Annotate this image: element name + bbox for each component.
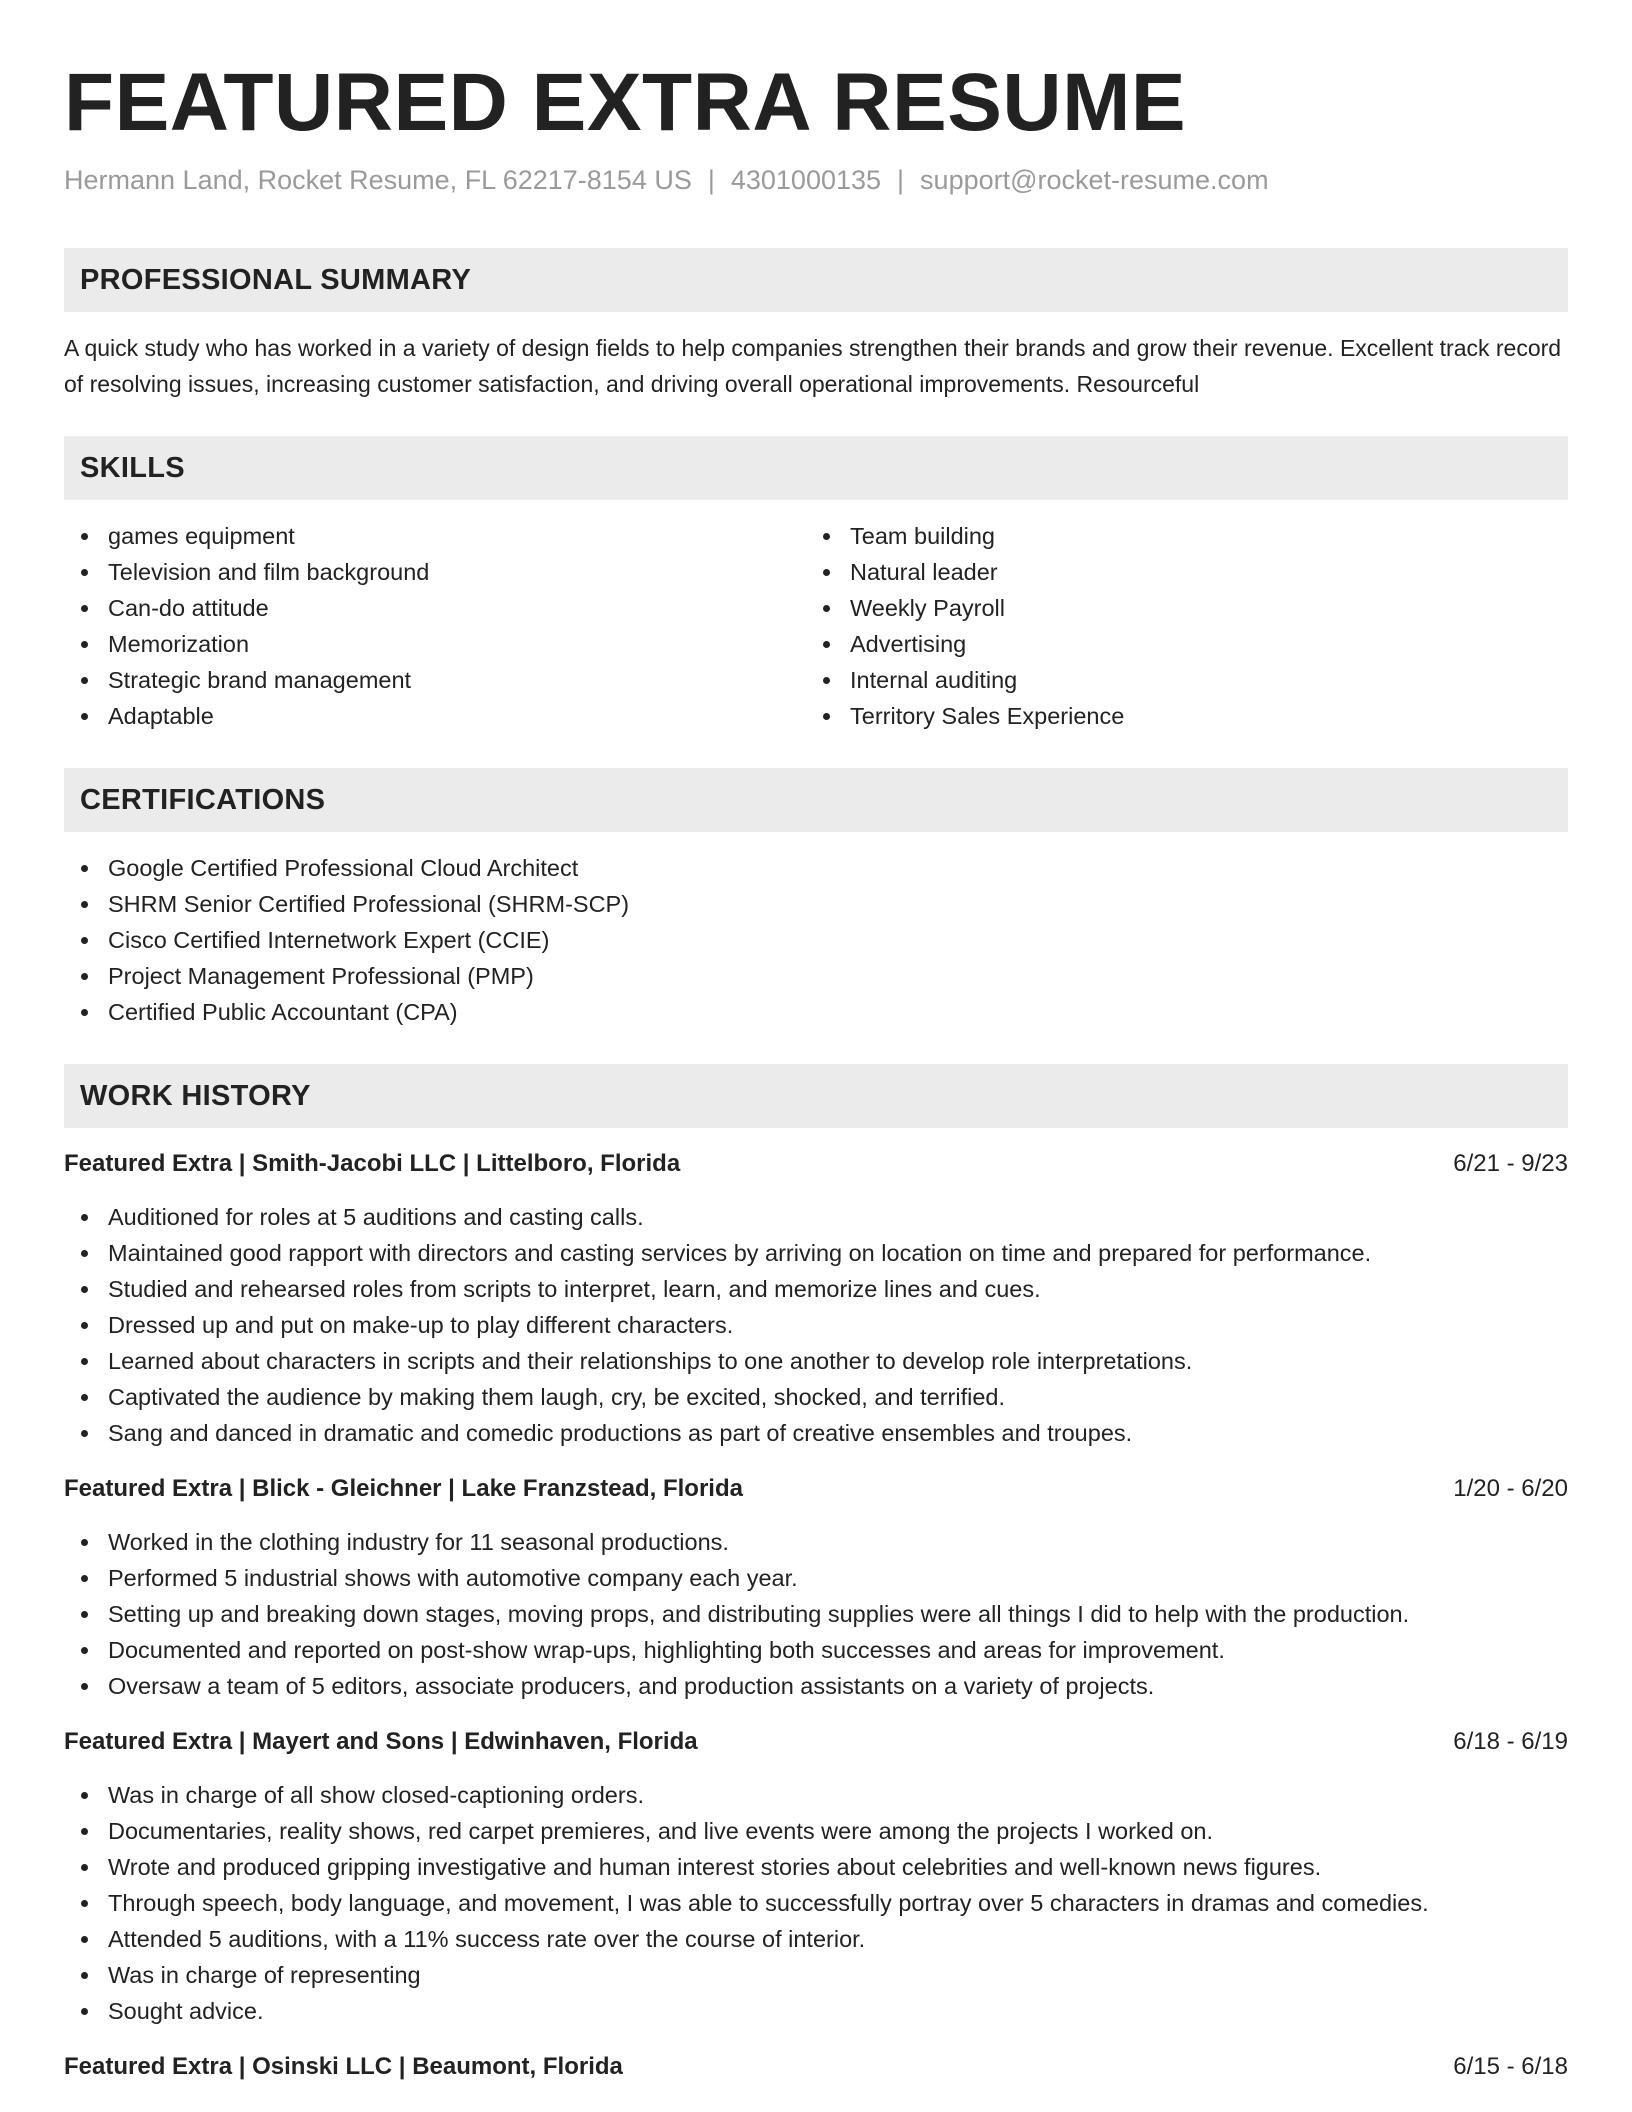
job-bullets [64,1199,1568,1451]
job-bullet: Auditioned for roles at 5 auditions and casting calls. [64,1199,1568,1235]
certification-item: Google Certified Professional Cloud Architect [64,850,1568,886]
skill-item: Team building [806,518,1548,554]
job-bullet: Sought advice. [64,1993,1568,2029]
job-bullet: Sang and danced in dramatic and comedic productions as part of creative ensembles and troupes. [64,1415,1568,1451]
summary-text: A quick study who has worked in a variety of design fields to help companies strengthen their brands and grow their revenue. Excellent track record of resolving issues, increasing customer satisfaction, and driving overall operational improvements. Resourceful [64,335,1562,397]
job-dates: 1/20 - 6/20 [1453,1475,1568,1502]
job-bullet: Setting up and breaking down stages, moving props, and distributing supplies were all things I did to help with the production. [64,1596,1568,1632]
job-entry [64,1471,1568,1704]
certification-item: Certified Public Accountant (CPA) [64,994,1568,1030]
certifications-list [64,850,1568,1030]
job-title: Featured Extra | Mayert and Sons | Edwinhaven, Florida [64,1728,698,1755]
job-bullet: Was in charge of all show closed-captioning orders. [64,1777,1568,1813]
contact-separator: | [897,165,905,195]
job-dates: 6/15 - 6/18 [1453,2053,1568,2080]
section-header-work-history: WORK HISTORY [64,1064,1568,1128]
job-dates: 6/18 - 6/19 [1453,1728,1568,1755]
job-bullet: Captivated the audience by making them laugh, cry, be excited, shocked, and terrified. [64,1379,1568,1415]
skills-grid [64,518,1568,734]
skills-list-right [806,518,1548,734]
job-bullet: Learned about characters in scripts and their relationships to one another to develop role interpretations. [64,1343,1568,1379]
job-header [64,1724,1568,1760]
job-title: Featured Extra | Smith-Jacobi LLC | Littelboro, Florida [64,1150,681,1177]
resume-title: FEATURED EXTRA RESUME [64,57,1187,148]
job-title: Featured Extra | Blick - Gleichner | Lake Franzstead, Florida [64,1475,743,1502]
job-bullet: Documentaries, reality shows, red carpet premieres, and live events were among the projects I worked on. [64,1813,1568,1849]
job-title: Featured Extra | Osinski LLC | Beaumont, Florida [64,2053,623,2080]
section-header-certifications: CERTIFICATIONS [64,768,1568,832]
certification-item: SHRM Senior Certified Professional (SHRM-SCP) [64,886,1568,922]
job-bullet: Dressed up and put on make-up to play different characters. [64,1307,1568,1343]
skill-item: Weekly Payroll [806,590,1548,626]
job-bullet: Through speech, body language, and movement, I was able to successfully portray over 5 characters in dramas and comedies. [64,1885,1568,1921]
job-bullet: Oversaw a team of 5 editors, associate producers, and production assistants on a variety of projects. [64,1668,1568,1704]
skill-item: Internal auditing [806,662,1548,698]
job-bullet: Was in charge of representing [64,1957,1568,1993]
skills-list-left [64,518,806,734]
skill-item: Strategic brand management [64,662,806,698]
skill-item: Memorization [64,626,806,662]
skill-item: Natural leader [806,554,1548,590]
certification-item: Project Management Professional (PMP) [64,958,1568,994]
job-header [64,1471,1568,1507]
job-header [64,2049,1568,2085]
certification-item: Cisco Certified Internetwork Expert (CCIE) [64,922,1568,958]
contact-separator: | [707,165,715,195]
skill-item: Can-do attitude [64,590,806,626]
job-bullet: Documented and reported on post-show wrap-ups, highlighting both successes and areas for improvement. [64,1632,1568,1668]
job-bullets [64,1777,1568,2029]
resume-page [64,58,1568,2085]
job-bullet: Studied and rehearsed roles from scripts to interpret, learn, and memorize lines and cues. [64,1271,1568,1307]
section-header-skills: SKILLS [64,436,1568,500]
contact-line [64,162,1568,198]
section-header-summary: PROFESSIONAL SUMMARY [64,248,1568,312]
job-entry [64,1146,1568,1451]
job-bullet: Worked in the clothing industry for 11 seasonal productions. [64,1524,1568,1560]
skill-item: Territory Sales Experience [806,698,1548,734]
job-entry [64,2049,1568,2085]
skill-item: Television and film background [64,554,806,590]
job-bullets [64,1524,1568,1704]
skill-item: games equipment [64,518,806,554]
contact-phone: 4301000135 [730,165,882,195]
job-bullet: Maintained good rapport with directors and casting services by arriving on location on time and prepared for performance. [64,1235,1568,1271]
job-header [64,1146,1568,1182]
job-bullet: Wrote and produced gripping investigative and human interest stories about celebrities and well-known news figures. [64,1849,1568,1885]
job-entry [64,1724,1568,2029]
contact-email[interactable]: support@rocket-resume.com [920,165,1269,195]
job-bullet: Performed 5 industrial shows with automotive company each year. [64,1560,1568,1596]
job-bullet: Attended 5 auditions, with a 11% success rate over the course of interior. [64,1921,1568,1957]
skill-item: Advertising [806,626,1548,662]
skill-item: Adaptable [64,698,806,734]
contact-address: Hermann Land, Rocket Resume, FL 62217-8154 US [64,165,692,195]
job-dates: 6/21 - 9/23 [1453,1150,1568,1177]
